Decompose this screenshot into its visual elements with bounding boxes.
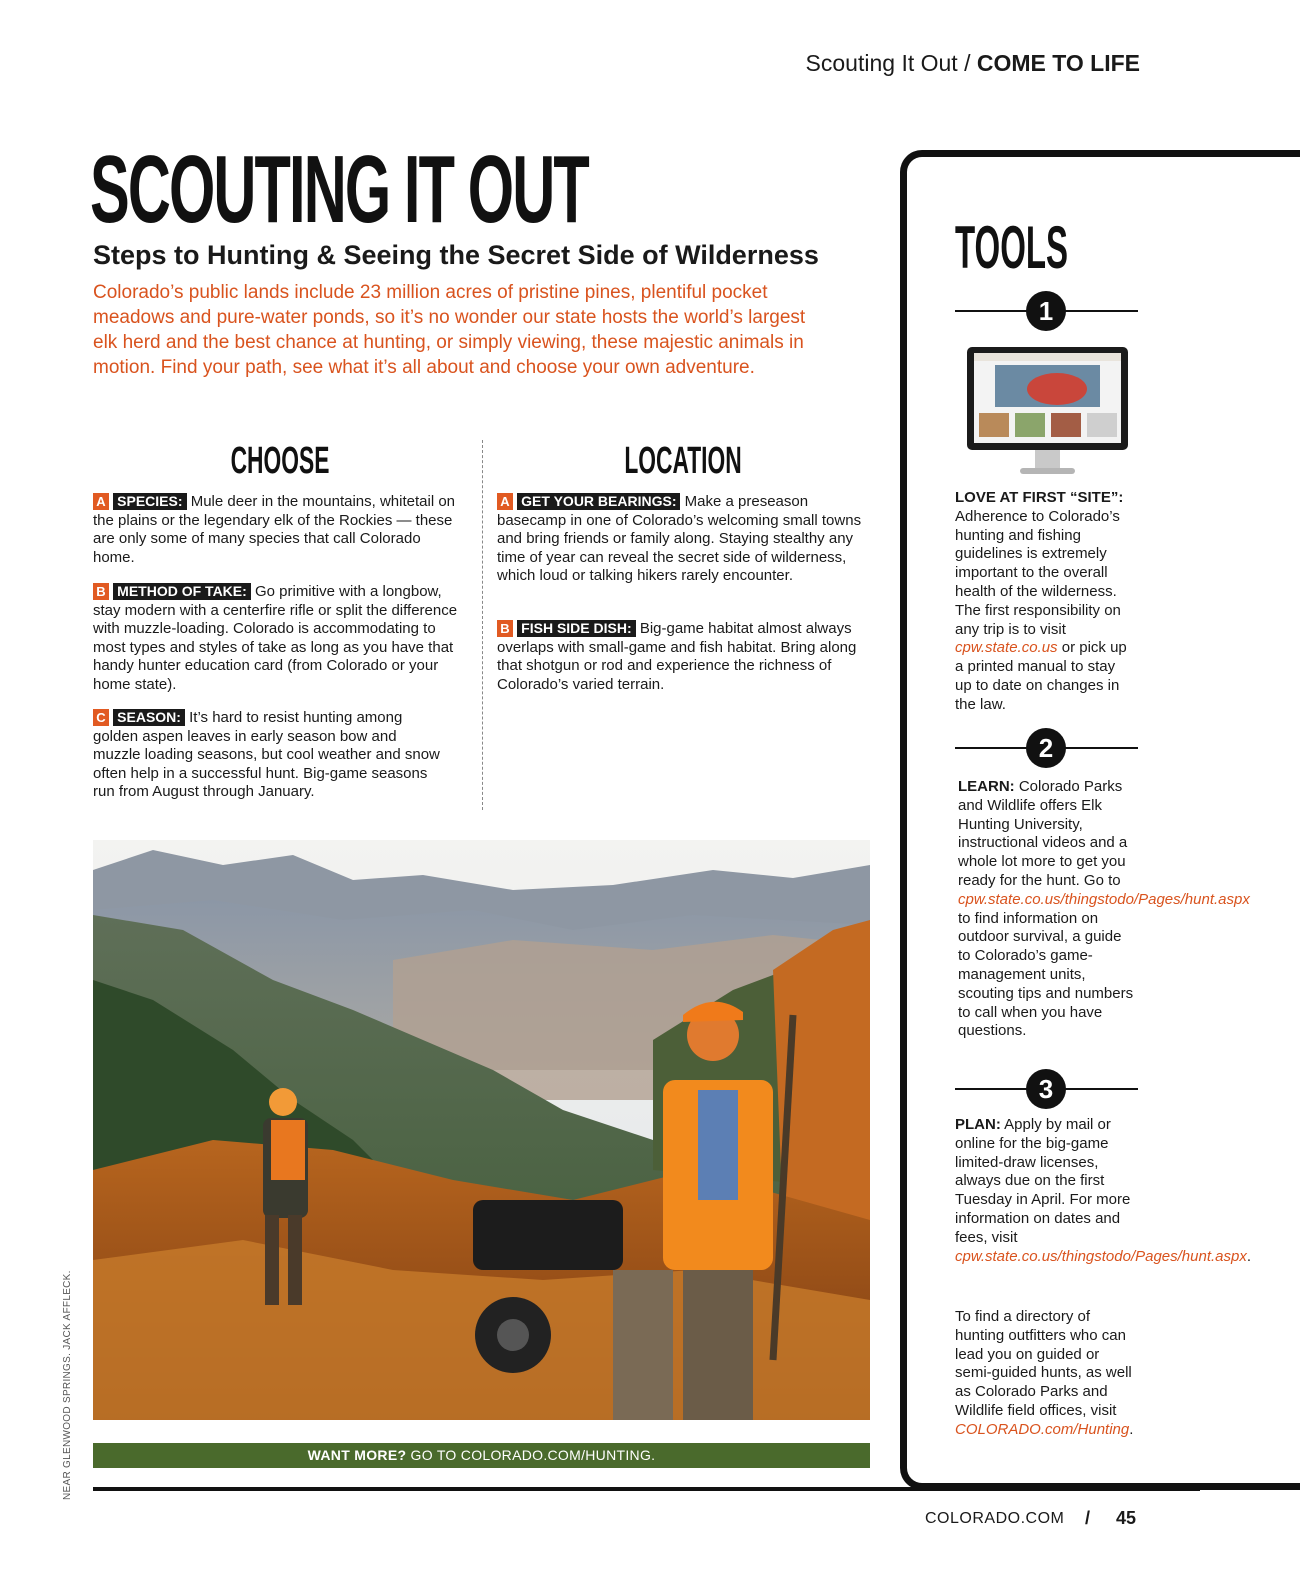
page-subtitle: Steps to Hunting & Seeing the Secret Side of Wilderness [93,240,819,270]
item-text: Mule deer in the mountains, whitetail on the plains or the legendary elk of the Rockies — these are only some of many species that call Colorado home. [93,493,456,566]
step-lead: LEARN: [958,778,1015,795]
footer-separator: / [1085,1508,1091,1528]
item-text: Go primitive with a longbow, stay modern with a centerfire rifle or split the difference with muzzle-loading. Colorado is accommodating to most types and styles of take as long as you have that handy hunter education card (from Colorado or your home state). [93,583,458,693]
hunt-page-link[interactable]: cpw.state.co.us/thingstodo/Pages/hunt.aspx [958,890,1250,908]
outfitters-body: To find a directory of hunting outfitters who can lead you on guided or semi-guided hunts, as well as Colorado Parks and Wildlife field offices, visit [955,1308,1132,1419]
step-text-end: or pick up a printed manual to stay up to date on changes in the law. [955,639,1127,713]
choose-item-method [93,583,463,695]
intro-paragraph: Colorado’s public lands include 23 million acres of pristine pines, plentiful pocket meadows and pure-water ponds, so it’s no wonder our state hosts the world’s largest elk herd and the best chance at hunting, or simply viewing, these majestic animals in motion. Find your path, see what it’s all about and choose your own adventure. [93,282,806,378]
column-divider [482,440,483,810]
step-lead: PLAN: [955,1116,1001,1133]
running-header-section-bold: COME TO LIFE [976,50,1140,76]
item-text: Big-game habitat almost always overlaps with small-game and fish habitat. Bring along that shotgun or rod and experience the richness of Colorado’s varied terrain. [497,620,857,693]
item-text: It’s hard to resist hunting among golden aspen leaves in early season bow and muzzle loading seasons, but cool weather and snow often help in a successful hunt. Big-game seasons run from August through January. [93,709,440,801]
computer-monitor-image [965,345,1130,480]
cpw-link[interactable]: cpw.state.co.us [955,639,1058,657]
item-letter-badge: A [93,493,109,510]
tool-step-1-text [955,489,1135,715]
photo-credit: NEAR GLENWOOD SPRINGS. JACK AFFLECK. [62,1270,73,1500]
step-text-end: to find information on outdoor survival, a guide to Colorado’s game-management units, scouting tips and numbers to call when you have questions. [958,909,1134,1040]
step-text: Apply by mail or online for the big-game limited-draw licenses, always due on the first Tuesday in April. For more information on dates and fees, visit [955,1116,1131,1246]
location-heading: LOCATION [624,440,742,482]
hunters-landscape-photo [93,840,870,1420]
footer-rule [93,1487,1200,1491]
outfitters-text [955,1308,1135,1440]
step-text: Adherence to Colorado’s hunting and fishing guidelines is extremely important to the overall health of the wilderness. The first responsibility on any trip is to visit [955,507,1121,638]
item-tag: GET YOUR BEARINGS: [517,493,680,510]
location-item-bearings [497,493,872,586]
item-tag: SEASON: [113,709,185,726]
tool-step-2-text [958,778,1250,1041]
promo-bar [93,1443,870,1468]
item-letter-badge: A [497,493,513,510]
running-header-section: Scouting It Out / [805,50,971,76]
item-letter-badge: B [497,620,513,637]
item-letter-badge: C [93,709,109,726]
item-tag: FISH SIDE DISH: [517,620,635,637]
step-number-badge: 2 [1026,728,1066,768]
item-text: Make a preseason basecamp in one of Colorado’s welcoming small towns and bring friends or family along. Staying stealthy any time of year can reveal the secret side of wilderness, which loud or talking hikers rarely encounter. [497,493,862,585]
promo-text: GO TO COLORADO.COM/HUNTING. [410,1447,656,1463]
item-tag: METHOD OF TAKE: [113,583,251,600]
tool-step-3-text [955,1116,1252,1266]
choose-item-species [93,493,463,567]
tools-heading: TOOLS [955,214,1069,281]
step-lead: LOVE AT FIRST “SITE”: [955,489,1124,506]
running-header [806,50,1140,77]
outfitters-end: . [1129,1420,1134,1438]
step-text-end: . [1246,1247,1252,1265]
item-letter-badge: B [93,583,109,600]
step-number-badge: 3 [1026,1069,1066,1109]
page-title: SCOUTING IT OUT [90,136,588,243]
hunt-page-link[interactable]: cpw.state.co.us/thingstodo/Pages/hunt.aspx [955,1247,1247,1265]
step-number-badge: 1 [1026,291,1066,331]
promo-bold: WANT MORE? [307,1447,407,1463]
item-tag: SPECIES: [113,493,186,510]
page-number: 45 [1116,1508,1137,1528]
location-item-fish [497,620,872,694]
choose-item-season [93,709,448,802]
choose-heading: CHOOSE [230,440,330,482]
step-text: Colorado Parks and Wildlife offers Elk Hunting University, instructional videos and a whole lot more to get you ready for the hunt. Go to [958,778,1128,889]
footer-site: COLORADO.COM [925,1510,1065,1527]
colorado-hunting-link[interactable]: COLORADO.com/Hunting [955,1420,1130,1438]
